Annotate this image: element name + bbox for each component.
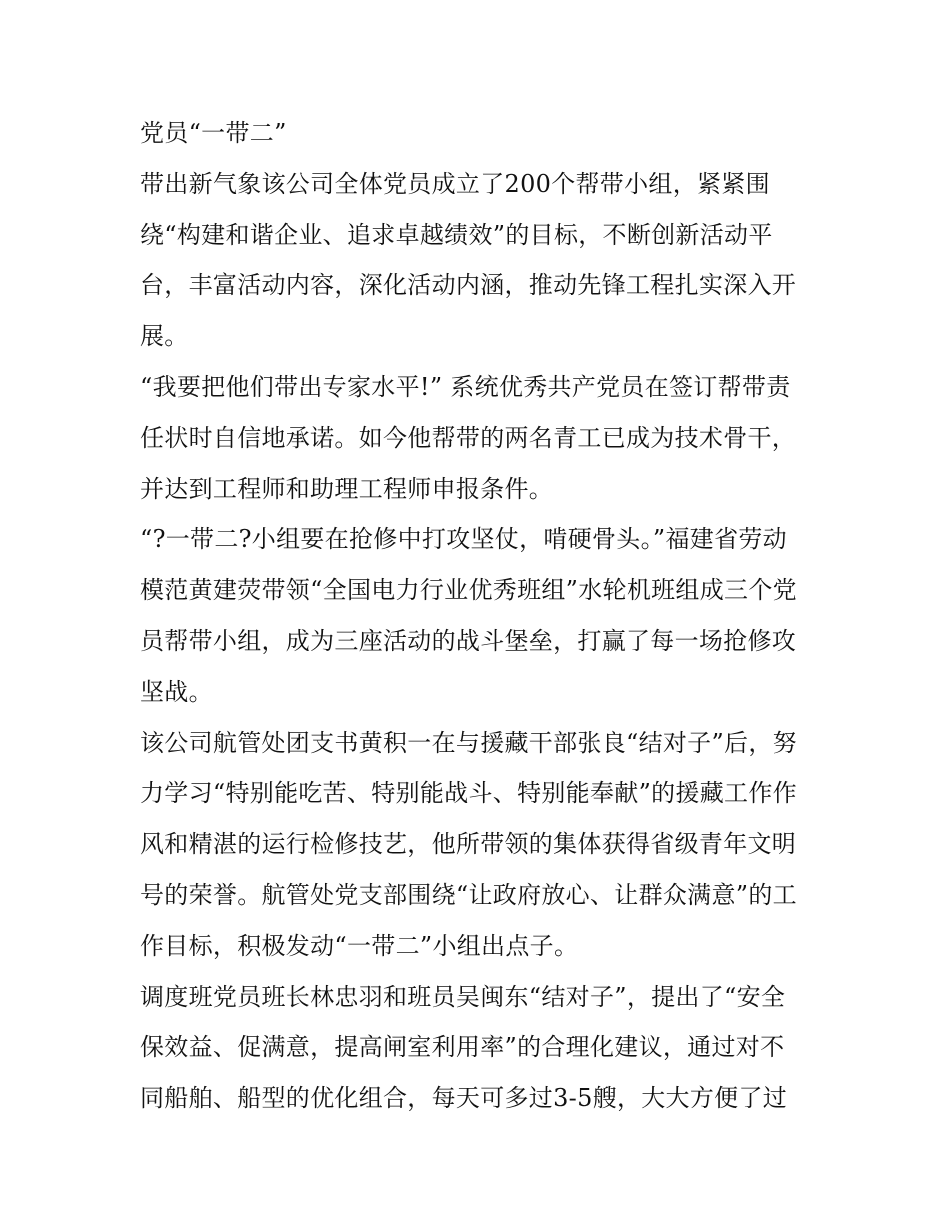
text-line: 风和精湛的运行检修技艺，他所带领的集体获得省级青年文明 xyxy=(140,830,797,859)
text-line: 作目标，积极发动“一带二”小组出点子。 xyxy=(140,931,579,960)
text-line: 带出新气象该公司全体党员成立了200个帮带小组，紧紧围 xyxy=(140,169,770,198)
text-line: 坚战。 xyxy=(140,677,213,706)
text-line: “?一带二?小组要在抢修中打攻坚仗，啃硬骨头。”福建省劳动 xyxy=(140,525,787,554)
text-line: 同船舶、船型的优化组合，每天可多过3-5艘，大大方便了过 xyxy=(140,1084,788,1113)
text-line: 该公司航管处团支书黄积一在与援藏干部张良“结对子”后，努 xyxy=(140,728,797,757)
section-heading: 党员“一带二” xyxy=(140,119,287,147)
text-line: 展。 xyxy=(140,322,189,351)
text-line: 绕“构建和谐企业、追求卓越绩效”的目标，不断创新活动平 xyxy=(140,220,773,249)
text-line: 号的荣誉。航管处党支部围绕“让政府放心、让群众满意”的工 xyxy=(140,880,797,909)
text-line: “我要把他们带出专家水平!” 系统优秀共产党员在签订帮带责 xyxy=(140,372,791,401)
text-line: 力学习“特别能吃苦、特别能战斗、特别能奉献”的援藏工作作 xyxy=(140,779,797,808)
document-body xyxy=(140,108,820,1124)
text-line: 员帮带小组，成为三座活动的战斗堡垒，打赢了每一场抢修攻 xyxy=(140,626,797,655)
text-line: 保效益、促满意，提高闸室利用率”的合理化建议，通过对不 xyxy=(140,1033,785,1062)
text-line: 任状时自信地承诺。如今他帮带的两名青工已成为技术骨干， xyxy=(140,423,797,452)
text-line: 台，丰富活动内容，深化活动内涵，推动先锋工程扎实深入开 xyxy=(140,271,797,300)
text-line: 模范黄建荧带领“全国电力行业优秀班组”水轮机班组成三个党 xyxy=(140,576,797,605)
text-line: 调度班党员班长林忠羽和班员吴闽东“结对子”，提出了“安全 xyxy=(140,982,786,1011)
text-line: 并达到工程师和助理工程师申报条件。 xyxy=(140,474,554,503)
